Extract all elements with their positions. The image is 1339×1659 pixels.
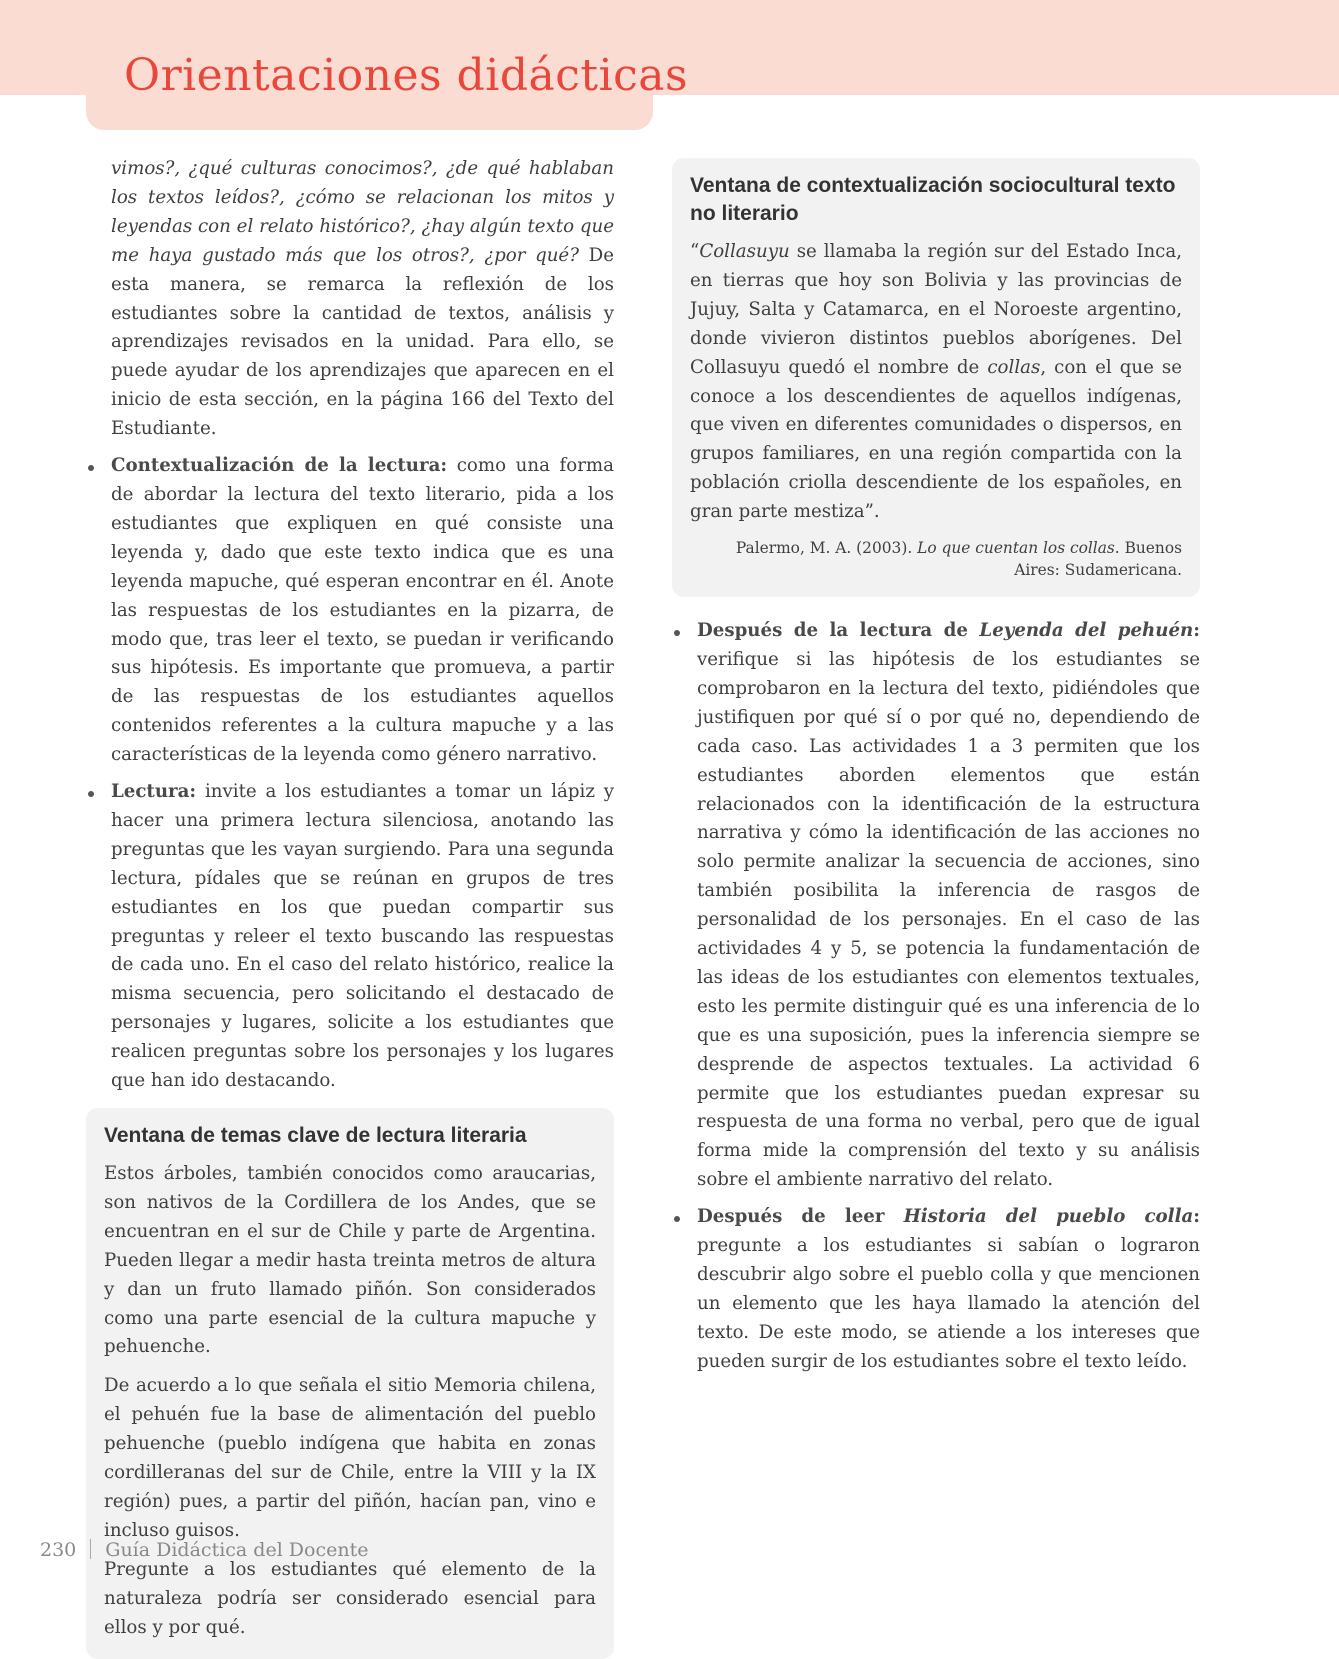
sociocultural-title: Ventana de contextualización sociocultural texto no literario [690,174,1176,225]
citation-author: Palermo, M. A. (2003). [735,539,918,558]
footer-divider [90,1539,91,1559]
box-paragraph: Estos árboles, también conocidos como araucarias, son nativos de la Cordillera de los Andes, que se encuentran en el sur de Chile y parte de Argentina. Pueden llegar a medir hasta treinta metros de altura y dan un fruto llamado piñón. Son considerados como una parte esencial de la cultura mapuche y pehuenche. [104,1163,596,1358]
intro-questions: vimos?, ¿qué culturas conocimos?, ¿de qué hablaban los textos leídos?, ¿cómo se relacionan los mitos y leyendas con el relato histórico?, ¿hay algún texto que me haya gustado más que los otros?, ¿por qué? [111,158,614,266]
page-number: 230 [40,1539,77,1561]
bullet-label: Contextualización de la lectura: [111,455,448,477]
bullet-label: Después de leer Historia del pueblo colla: [697,1206,1200,1228]
page-footer [40,1539,368,1561]
right-column [672,158,1200,1377]
list-item-lectura [86,778,614,1096]
key-topics-box [86,1108,614,1659]
quote-italic-term: collas [987,356,1041,378]
list-item-contextualizacion [86,452,614,770]
citation [690,537,1182,581]
list-item-despues-historia [672,1203,1200,1376]
sociocultural-box [672,158,1200,597]
bullet-label: Después de la lectura de Leyenda del pehuén: [697,620,1200,642]
key-topics-title: Ventana de temas clave de lectura literaria [104,1124,527,1147]
box-paragraph: De acuerdo a lo que señala el sitio Memoria chilena, el pehuén fue la base de alimentación del pueblo pehuenche (pueblo indígena que habita en zonas cordilleranas del sur de Chile, entre la VIII y la IX región) pues, a partir del piñón, hacían pan, vino e incluso guisos. [104,1375,596,1541]
bullet-label: Lectura: [111,781,197,803]
bullet-text: verifique si las hipótesis de los estudiantes se comprobaron en la lectura del texto, pidiéndoles que justifiquen por qué sí o por qué no, dependiendo de cada caso. Las actividades 1 a 3 permiten que los estudiantes aborden elementos que están relacionados con la identificación de la estructura narrativa y cómo la identificación de las acciones no solo permite analizar la secuencia de acciones, sino también posibilita la inferencia de rasgos de personalidad de los personajes. En el caso de las actividades 4 y 5, se potencia la fundamentación de las ideas de los estudiantes con elementos textuales, esto les permite distinguir qué es una inferencia de lo que es una suposición, pues la inferencia siempre se desprende de aspectos textuales. La actividad 6 permite que los estudiantes puedan expresar su respuesta de una forma no verbal, pero que de igual forma mide la comprensión del texto y su análisis sobre el ambiente narrativo del relato. [697,648,1200,1191]
bullet-label-title: Historia del pueblo colla [903,1206,1194,1228]
quote-mark: “ [690,241,700,262]
quote-italic-term: Collasuyu [699,241,790,262]
intro-text: De esta manera, se remarca la reflexión de los estudiantes sobre la cantidad de textos, análisis y aprendizajes revisados en la unidad. Para ello, se puede ayudar de los aprendizajes que aparecen en el inicio de esta sección, en la página 166 del Texto del Estudiante. [111,244,614,440]
left-column [86,155,614,1659]
quote-text: se llamaba la región sur del Estado Inca, en tierras que hoy son Bolivia y las provincias de Jujuy, Salta y Catamarca, en el Noroeste argentino, donde vivieron distintos pueblos aborígenes. Del Collasuyu quedó el nombre de [690,241,1182,378]
page-title: Orientaciones didácticas [124,50,689,101]
box-paragraph: Pregunte a los estudiantes qué elemento de la naturaleza podría ser considerado esencial para ellos y por qué. [104,1558,596,1638]
bullet-text: pregunte a los estudiantes si sabían o lograron descubrir algo sobre el pueblo colla y que mencionen un elemento que les haya llamado la atención del texto. De este modo, se atiende a los intereses que pueden surgir de los estudiantes sobre el texto leído. [697,1235,1200,1372]
bullet-text: invite a los estudiantes a tomar un lápiz y hacer una primera lectura silenciosa, anotando las preguntas que les vayan surgiendo. Para una segunda lectura, pídales que se reúnan en grupos de tres estudiantes en los que puedan compartir sus preguntas y releer el texto buscando las respuestas de cada uno. En el caso del relato histórico, realice la misma secuencia, pero solicitando el destacado de personajes y lugares, solicite a los estudiantes que realicen preguntas sobre los personajes y los lugares que han ido destacando. [111,781,614,1092]
citation-publisher: . Buenos Aires: Sudamericana. [1014,539,1182,580]
bullet-label-title: Leyenda del pehuén [979,620,1194,642]
quote-text: , con el que se conoce a los descendientes de aquellos indígenas, que viven en diferentes comunidades o dispersos, en grupos familiares, en una región compartida con la población criolla descendiente de los españoles, en gran parte mestiza”. [690,356,1182,523]
citation-title: Lo que cuentan los collas [917,539,1115,558]
bullet-text: como una forma de abordar la lectura del texto literario, pida a los estudiantes que expliquen en qué consiste una leyenda y, dado que este texto indica que es una leyenda mapuche, qué esperan encontrar en él. Anote las respuestas de los estudiantes en la pizarra, de modo que, tras leer el texto, se puedan ir verificando sus hipótesis. Es importante que promueva, a partir de las respuestas de los estudiantes aquellos contenidos referentes a la cultura mapuche y a las características de la leyenda como género narrativo. [111,455,614,766]
list-item-despues-leyenda [672,617,1200,1195]
quote-paragraph [690,238,1182,527]
intro-paragraph [86,155,614,444]
footer-label: Guía Didáctica del Docente [105,1539,369,1561]
